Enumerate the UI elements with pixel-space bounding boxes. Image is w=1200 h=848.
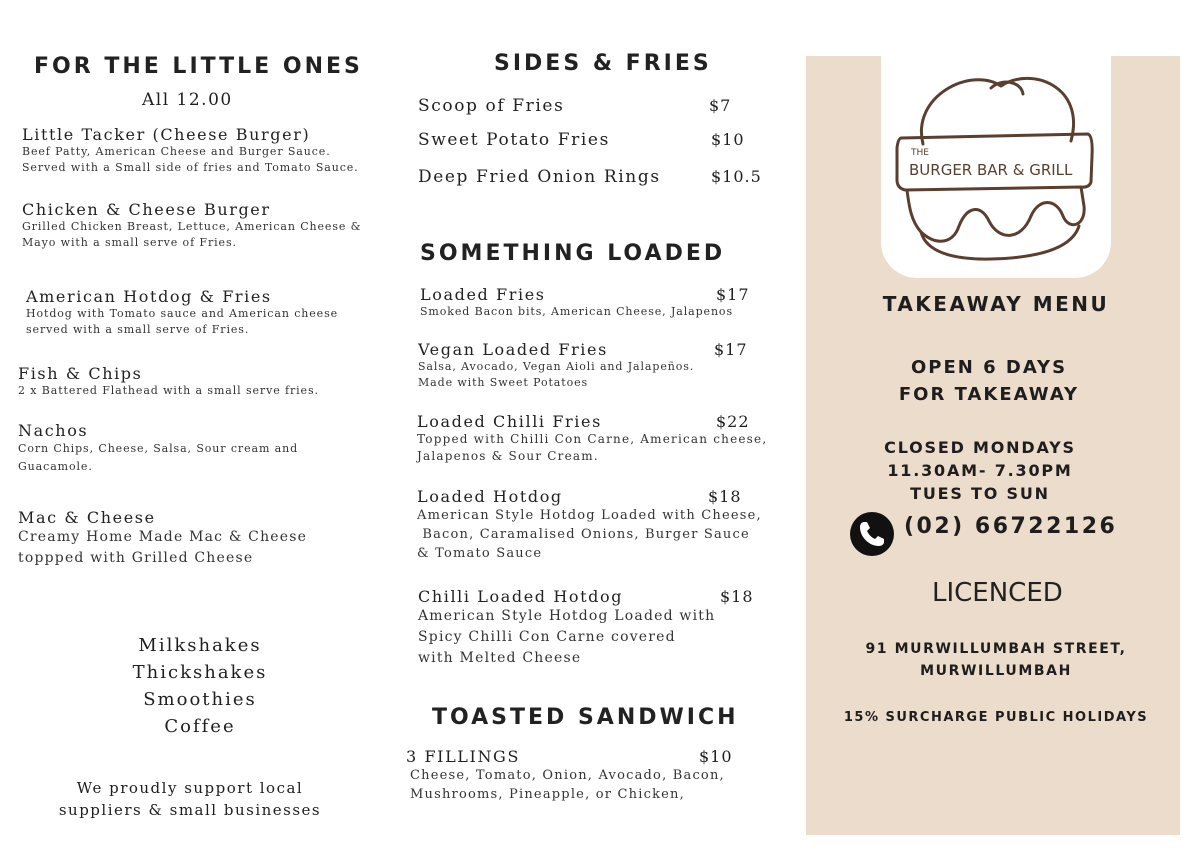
- opening-hours: [793, 436, 1167, 505]
- loaded-heading: SOMETHING LOADED: [420, 241, 726, 266]
- item-description: Corn Chips, Cheese, Salsa, Sour cream and Guacamole.: [18, 442, 299, 473]
- item-title: Loaded Fries: [420, 285, 546, 304]
- item-title: Chicken & Cheese Burger: [22, 200, 271, 219]
- address-line: 91 MURWILLUMBAH STREET,: [865, 641, 1127, 657]
- item-description: Topped with Chilli Con Carne, American cheese, Jalapenos & Sour Cream.: [417, 432, 768, 463]
- item-description: Grilled Chicken Breast, Lettuce, American Cheese & Mayo with a small serve of Fries.: [22, 220, 362, 249]
- item-price: $10: [699, 747, 733, 766]
- item-price: $22: [716, 412, 750, 431]
- logo-card: [881, 56, 1111, 278]
- menu-item: [18, 508, 307, 569]
- menu-item: [417, 412, 767, 465]
- local-support-note: [40, 777, 340, 821]
- address: [809, 638, 1183, 682]
- menu-item: [418, 587, 715, 669]
- item-description: Beef Patty, American Cheese and Burger Sauce. Served with a Small side of fries and Tomato Sauce.: [22, 145, 359, 174]
- item-description: American Style Hotdog Loaded with Cheese, Bacon, Caramalised Onions, Burger Sauce & Tomato Sauce: [417, 508, 762, 561]
- licenced-label: LICENCED: [932, 578, 1063, 608]
- item-title: American Hotdog & Fries: [26, 287, 272, 306]
- side-item-price: $7: [709, 96, 732, 115]
- side-item-title: Deep Fried Onion Rings: [418, 167, 661, 187]
- item-title: Nachos: [18, 421, 89, 440]
- menu-item: [18, 421, 298, 476]
- drink-item: Coffee: [164, 716, 236, 737]
- item-description: 2 x Battered Flathead with a small serve fries.: [18, 384, 319, 397]
- item-title: Fish & Chips: [18, 364, 143, 383]
- item-title: Mac & Cheese: [18, 508, 156, 527]
- surcharge-note: 15% SURCHARGE PUBLIC HOLIDAYS: [843, 710, 1149, 725]
- open-days-range: TUES TO SUN: [910, 484, 1050, 503]
- item-description: Smoked Bacon bits, American Cheese, Jalapenos: [420, 305, 734, 318]
- toasted-heading: TOASTED SANDWICH: [432, 705, 739, 730]
- phone-icon[interactable]: [850, 512, 894, 556]
- address-line: MURWILLUMBAH: [920, 663, 1072, 679]
- side-item-price: $10.5: [711, 167, 762, 186]
- menu-item: [22, 125, 359, 176]
- support-line: We proudly support local: [76, 779, 304, 797]
- item-title: Chilli Loaded Hotdog: [418, 587, 624, 606]
- side-item-price: $10: [711, 130, 745, 149]
- item-description: Salsa, Avocado, Vegan Aioli and Jalapeños. Made with Sweet Potatoes: [418, 360, 695, 389]
- open-days: [802, 354, 1176, 408]
- open-line: FOR TAKEAWAY: [898, 384, 1080, 405]
- drinks-list: [100, 632, 300, 740]
- menu-item: [406, 747, 725, 804]
- sides-heading: SIDES & FRIES: [494, 51, 712, 76]
- menu-item: [418, 340, 694, 391]
- closed-days: CLOSED MONDAYS: [884, 438, 1076, 457]
- item-title: Little Tacker (Cheese Burger): [22, 125, 311, 144]
- open-line: OPEN 6 DAYS: [910, 357, 1068, 378]
- info-panel: [806, 56, 1180, 835]
- item-title: Vegan Loaded Fries: [418, 340, 608, 359]
- menu-item: [26, 287, 338, 338]
- item-title: Loaded Hotdog: [417, 487, 563, 506]
- item-price: $18: [708, 487, 742, 506]
- item-description: Hotdog with Tomato sauce and American cheese served with a small serve of Fries.: [26, 307, 339, 336]
- item-price: $17: [714, 340, 748, 359]
- item-price: $18: [720, 587, 754, 606]
- burger-logo-icon: [881, 56, 1111, 278]
- logo-the: THE: [911, 148, 929, 158]
- logo-name: BURGER BAR & GRILL: [909, 161, 1073, 179]
- drink-item: Smoothies: [143, 689, 257, 710]
- phone-number[interactable]: (02) 66722126: [904, 514, 1118, 539]
- little-ones-heading: FOR THE LITTLE ONES: [34, 54, 363, 79]
- little-ones-price-note: All 12.00: [142, 90, 233, 110]
- menu-item: [22, 200, 361, 251]
- support-line: suppliers & small businesses: [58, 801, 322, 819]
- item-title: 3 FILLINGS: [406, 747, 520, 766]
- menu-item: [420, 285, 733, 320]
- takeaway-menu-title: TAKEAWAY MENU: [882, 292, 1110, 316]
- drink-item: Thickshakes: [132, 662, 268, 683]
- item-description: Cheese, Tomato, Onion, Avocado, Bacon, Mushrooms, Pineapple, or Chicken,: [410, 768, 725, 802]
- item-description: Creamy Home Made Mac & Cheese toppped with Grilled Cheese: [18, 529, 308, 566]
- drink-item: Milkshakes: [138, 635, 262, 656]
- side-item-title: Sweet Potato Fries: [418, 130, 610, 150]
- item-description: American Style Hotdog Loaded with Spicy Chilli Con Carne covered with Melted Cheese: [418, 608, 716, 666]
- item-price: $17: [716, 285, 750, 304]
- item-title: Loaded Chilli Fries: [417, 412, 602, 431]
- menu-item: [18, 364, 319, 399]
- side-item-title: Scoop of Fries: [418, 96, 565, 116]
- hours: 11.30AM- 7.30PM: [887, 461, 1073, 480]
